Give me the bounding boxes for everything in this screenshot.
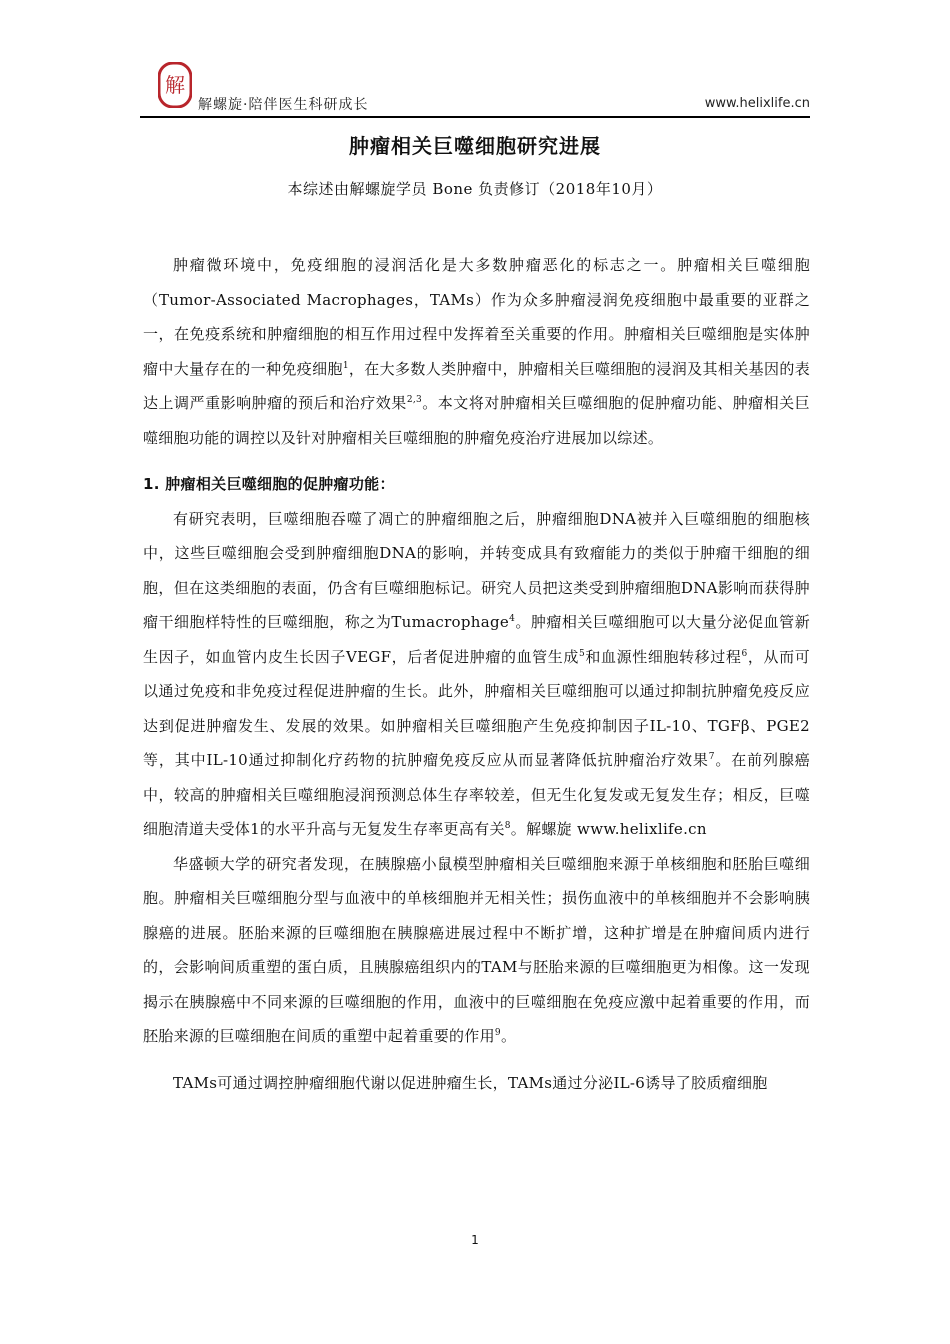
document-title: 肿瘤相关巨噬细胞研究进展 <box>349 134 601 158</box>
citation: 9 <box>494 1028 501 1038</box>
citation: 5 <box>579 648 586 659</box>
header-slogan: 解螺旋·陪伴医生科研成长 <box>198 97 369 113</box>
section1-paragraph-2: 华盛顿大学的研究者发现，在胰腺癌小鼠模型肿瘤相关巨噬细胞来源于单核细胞和胚胎巨噬细胞。肿瘤相关巨噬细胞分型与血液中的单核细胞并无相关性；损伤血液中的单核细胞并不会影响胰腺癌的进展。胚胎来源的巨噬细胞在胰腺癌进展过程中不断扩增，这种扩增是在肿瘤间质内进行的，会影响间质重塑的蛋白质，且胰腺癌组织内的TAM与胚胎来源的巨噬细胞更为相像。这一发现揭示在胰腺癌中不同来源的巨噬细胞的作用，血液中的巨噬细胞在免疫应激中起着重要的作用，而胚胎来源的巨噬细胞在间质的重塑中起着重要的作用$^9$。 <box>143 854 810 1045</box>
page-header <box>140 62 810 118</box>
citation: 2,3 <box>406 395 423 405</box>
section1-paragraph-3: TAMs可通过调控肿瘤细胞代谢以促进肿瘤生长，TAMs通过分泌IL-6诱导了胶质瘤细胞 <box>173 1073 768 1092</box>
citation: 4 <box>509 614 516 624</box>
citation: 1 <box>342 360 349 371</box>
document-body <box>143 248 810 1112</box>
logo-glyph: 解 <box>165 73 185 97</box>
citation: 8 <box>504 821 511 831</box>
document-subtitle: 本综述由解螺旋学员 Bone 负责修订（2018年10月） <box>287 180 663 198</box>
page-number: 1 <box>471 1233 479 1247</box>
header-website: www.helixlife.cn <box>704 96 810 111</box>
header-divider <box>140 116 810 118</box>
intro-paragraph: 肿瘤微环境中，免疫细胞的浸润活化是大多数肿瘤恶化的标志之一。肿瘤相关巨噬细胞（Tumor-Associated Macrophages，TAMs）作为众多肿瘤浸润免疫细胞中最重要的亚群之一，在免疫系统和肿瘤细胞的相互作用过程中发挥着至关重要的作用。肿瘤相关巨噬细胞是实体肿瘤中大量存在的一种免疫细胞$^1$，在大多数人类肿瘤中，肿瘤相关巨噬细胞的浸润及其相关基因的表达上调严重影响肿瘤的预后和治疗效果$^{2,3}$。本文将对肿瘤相关巨噬细胞的促肿瘤功能、肿瘤相关巨噬细胞功能的调控以及针对肿瘤相关巨噬细胞的肿瘤免疫治疗进展加以综述。 <box>143 256 810 447</box>
citation: 6 <box>741 648 748 659</box>
section1-paragraph-1: 有研究表明，巨噬细胞吞噬了凋亡的肿瘤细胞之后，肿瘤细胞DNA被并入巨噬细胞的细胞核中，这些巨噬细胞会受到肿瘤细胞DNA的影响，并转变成具有致瘤能力的类似于肿瘤干细胞的细胞，但在这类细胞的表面，仍含有巨噬细胞标记。研究人员把这类受到肿瘤细胞DNA影响而获得肿瘤干细胞样特性的巨噬细胞，称之为Tumacrophage$^4$。肿瘤相关巨噬细胞可以大量分泌促血管新生因子，如血管内皮生长因子VEGF，后者促进肿瘤的血管生成$^5$和血源性细胞转移过程$^6$，从而可以通过免疫和非免疫过程促进肿瘤的生长。此外，肿瘤相关巨噬细胞可以通过抑制抗肿瘤免疫反应达到促进肿瘤发生、发展的效果。如肿瘤相关巨噬细胞产生免疫抑制因子IL-10、TGFβ、PGE2等，其中IL-10通过抑制化疗药物的抗肿瘤免疫反应从而显著降低抗肿瘤治疗效果$^7$。在前列腺癌中，较高的肿瘤相关巨噬细胞浸润预测总体生存率较差，但无生化复发或无复发生存；相反，巨噬细胞清道夫受体1的水平升高与无复发生存率更高有关$^8$。解螺旋 www.helixlife.cn <box>143 509 811 838</box>
helixlife-seal-logo <box>158 62 192 108</box>
citation: 7 <box>708 752 715 762</box>
section-heading: 1. 肿瘤相关巨噬细胞的促肿瘤功能： <box>143 475 395 493</box>
